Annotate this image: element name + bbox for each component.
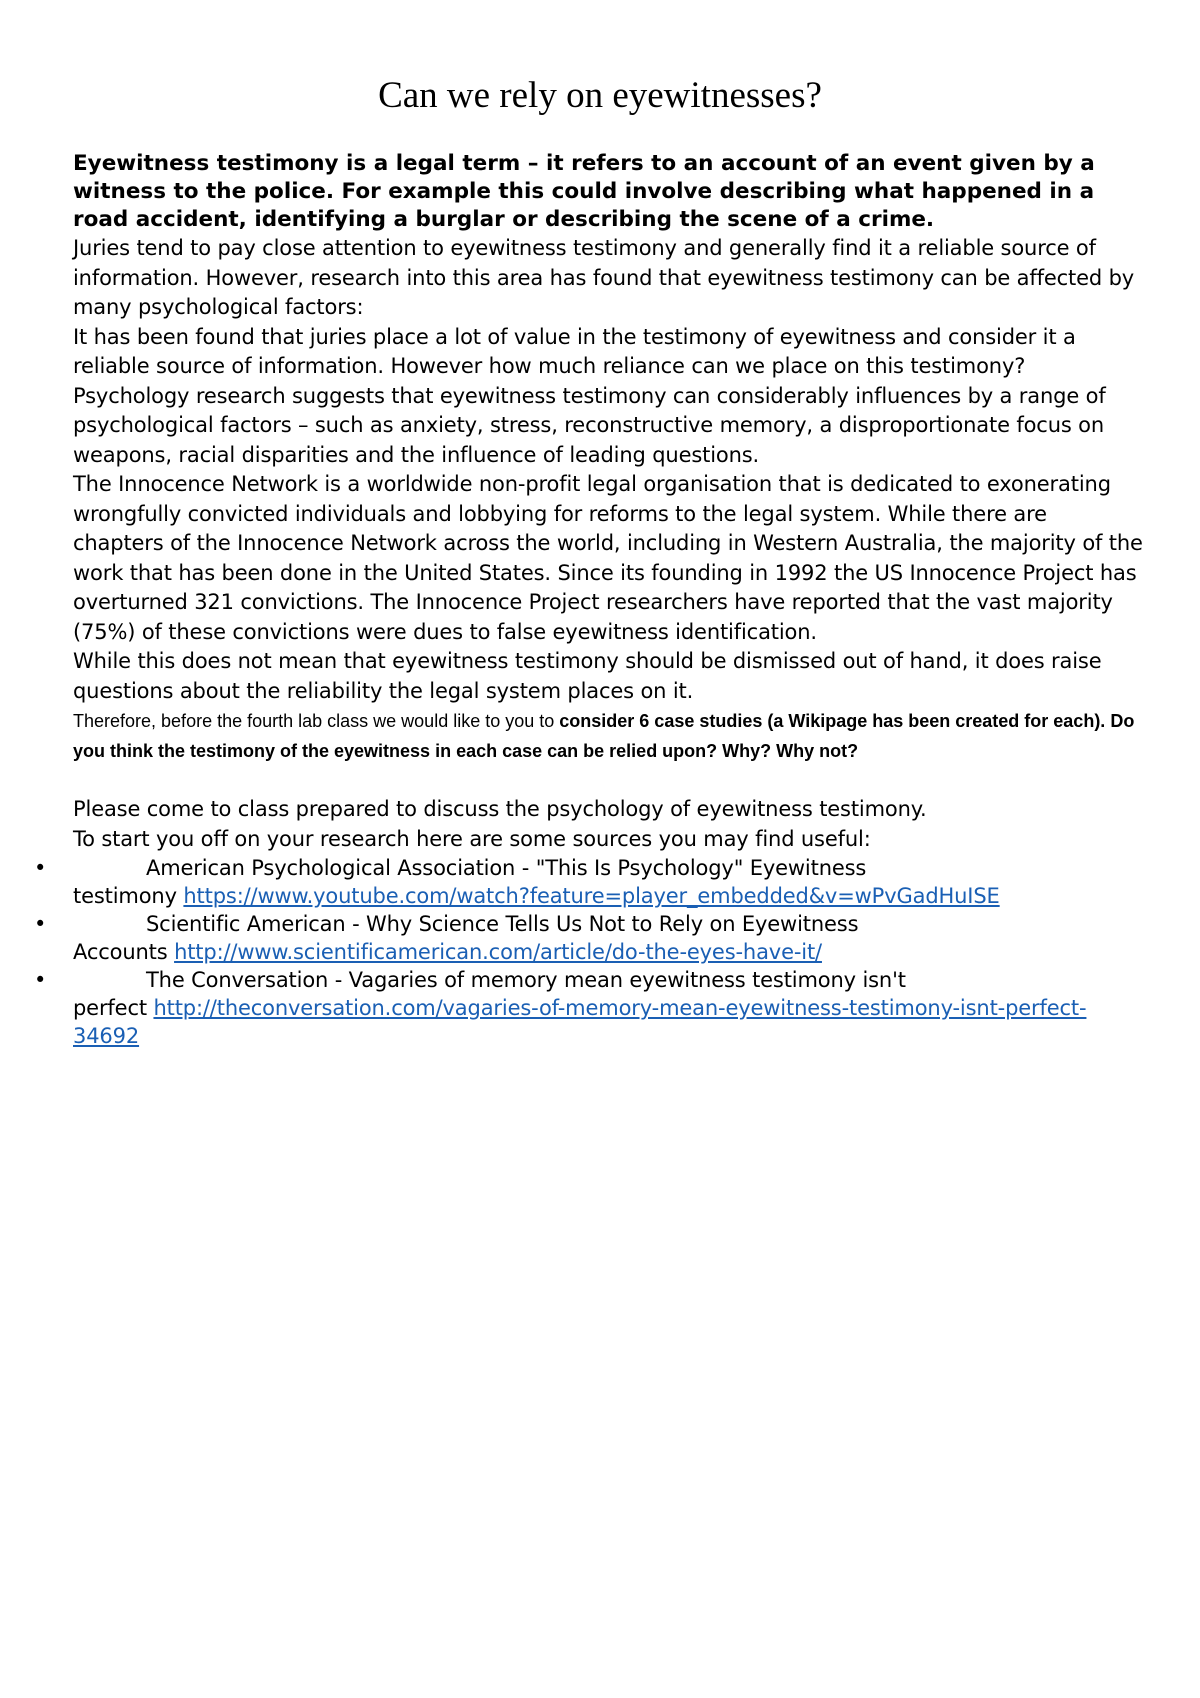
task-paragraph (73, 706, 1143, 766)
body-paragraph-juries: Juries tend to pay close attention to eyewitness testimony and generally find it a reliable source of information. However, research into this area has found that eyewitness testimony can be affected by many psychological factors: (73, 236, 1135, 319)
document-body (34, 150, 1143, 1050)
source-title: Scientific American - Why Science Tells Us Not to Rely on Eyewitness (146, 912, 859, 936)
page-title: Can we rely on eyewitnesses? (378, 75, 822, 116)
body-paragraph-conclusion: While this does not mean that eyewitness testimony should be dismissed out of hand, it does raise questions about the reliability the legal system places on it. (73, 649, 1102, 703)
source-link-the-conversation[interactable]: http://theconversation.com/vagaries-of-memory-mean-eyewitness-testimony-isnt-perfect-34692 (73, 996, 1087, 1048)
source-item-the-conversation (34, 966, 1143, 1050)
source-continuation: perfect (73, 996, 154, 1020)
paragraph-spacer (73, 766, 1143, 795)
intro-paragraph: Eyewitness testimony is a legal term – it refers to an account of an event given by a witness to the police. For example this could involve describing what happened in a road accident, identifying a burglar or describing the scene of a crime. (73, 151, 1095, 232)
bullet-icon: • (34, 856, 47, 880)
source-title: American Psychological Association - "This Is Psychology" Eyewitness (146, 856, 867, 880)
source-continuation: Accounts (73, 940, 175, 964)
body-paragraph-innocence-network: The Innocence Network is a worldwide non-profit legal organisation that is dedicated to exonerating wrongfully convicted individuals and lobbying for reforms to the legal system. While there are chapters of the Innocence Network across the world, including in Western Australia, the majority of the work that has been done in the United States. Since its founding in 1992 the US Innocence Project has overturned 321 convictions. The Innocence Project researchers have reported that the vast majority (75%) of these convictions were dues to false eyewitness identification. (73, 472, 1143, 644)
source-continuation: testimony (73, 884, 184, 908)
task-plain-text: Therefore, before the fourth lab class we would like to you to (73, 711, 560, 731)
closing-line-sources-intro: To start you off on your research here are some sources you may find useful: (73, 826, 871, 851)
body-paragraph-reliance: It has been found that juries place a lot of value in the testimony of eyewitness and consider it a reliable source of information. However how much reliance can we place on this testimony? Psychology research suggests that eyewitness testimony can considerably influences by a range of psychological factors – such as anxiety, stress, reconstructive memory, a disproportionate focus on weapons, racial disparities and the influence of leading questions. (73, 324, 1106, 467)
source-title: The Conversation - Vagaries of memory mean eyewitness testimony isn't (146, 968, 906, 992)
bullet-icon: • (34, 968, 47, 992)
closing-line-prepare: Please come to class prepared to discuss the psychology of eyewitness testimony. (73, 797, 927, 821)
source-item-scientific-american (34, 910, 1143, 966)
task-bold-text: consider 6 case studies (a Wikipage has been created for each). Do you think the testimony of the eyewitness in each case can be relied upon? Why? Why not? (73, 711, 1135, 761)
source-link-youtube[interactable]: https://www.youtube.com/watch?feature=player_embedded&v=wPvGadHuISE (183, 884, 1000, 908)
source-link-scientific-american[interactable]: http://www.scientificamerican.com/article/do-the-eyes-have-it/ (174, 940, 822, 964)
sources-list (34, 854, 1143, 1050)
source-item-apa (34, 854, 1143, 910)
bullet-icon: • (34, 912, 47, 936)
